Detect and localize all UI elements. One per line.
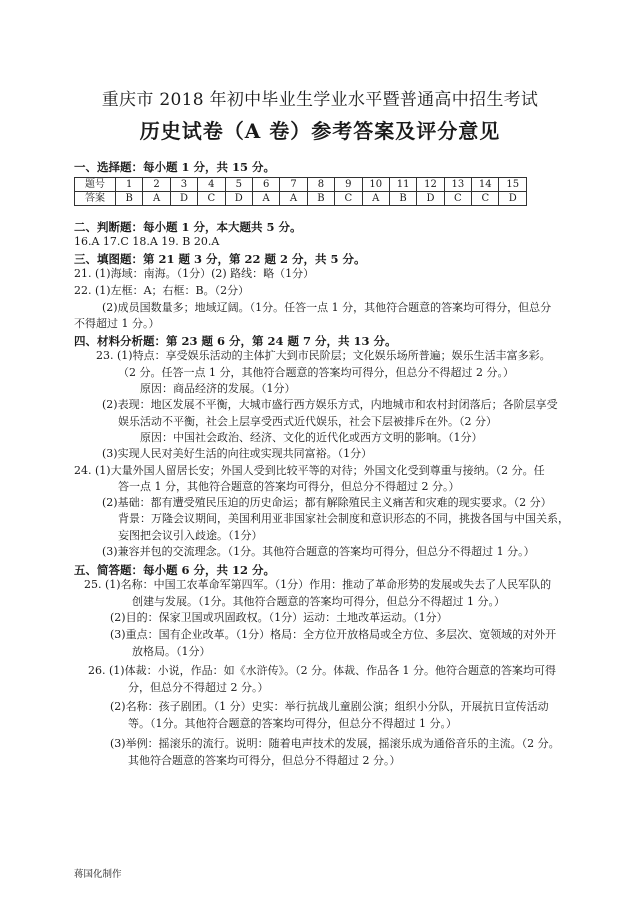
section-map-heading: 三、填图题：第 21 题 3 分，第 22 题 2 分，共 5 分。: [74, 252, 366, 266]
row-label-number: 题号: [75, 178, 116, 192]
table-cell: D: [170, 192, 197, 206]
answer-line: (2)表现：地区发展不平衡，大城市盛行西方娱乐方式，内地城市和农村封闭落后；各阶层享受: [102, 398, 558, 411]
table-cell: 8: [307, 178, 334, 192]
answer-line: 创建与发展。（1分。其他符合题意的答案均可得分，但总分不得超过 1 分。）: [132, 595, 505, 608]
answer-line: (3)兼容并包的交流理念。（1分。其他符合题意的答案均可得分，但总分不得超过 1 分。）: [102, 545, 535, 558]
table-cell: 6: [252, 178, 279, 192]
table-cell: 11: [389, 178, 416, 192]
answer-line: 妄图把会议引入歧途。（1分）: [118, 529, 263, 542]
table-cell: 1: [116, 178, 143, 192]
answer-line: 答一点 1 分，其他符合题意的答案均可得分，但总分不得超过 2 分。）: [118, 480, 460, 493]
table-cell: B: [116, 192, 143, 206]
table-row-answers: [75, 192, 527, 206]
table-cell: D: [499, 192, 527, 206]
answer-line: 放格局。（1分）: [132, 645, 211, 658]
table-cell: A: [362, 192, 389, 206]
table-cell: 3: [170, 178, 197, 192]
answer-line: 23. (1)特点：享受娱乐活动的主体扩大到市民阶层；文化娱乐场所普遍；娱乐生活丰富多彩。: [96, 349, 551, 362]
table-cell: C: [472, 192, 499, 206]
answer-line: 21. (1)海域：南海。（1分）(2) 路线：略（1分）: [74, 267, 315, 280]
answer-line: (3)实现人民对美好生活的向往或实现共同富裕。（1分）: [102, 447, 373, 460]
answer-line: 原因：中国社会政治、经济、文化的近代化或西方文明的影响。（1分）: [140, 431, 483, 444]
table-cell: 15: [499, 178, 527, 192]
answer-line: 不得超过 1 分。）: [74, 317, 160, 330]
table-cell: 5: [225, 178, 252, 192]
answer-line: (3)举例：摇滚乐的流行。说明：随着电声技术的发展，摇滚乐成为通俗音乐的主流。（2 分。: [110, 737, 560, 750]
answer-line: 等。（1分。其他符合题意的答案均可得分，但总分不得超过 1 分。）: [128, 717, 457, 730]
footer-credit: 蒋国化制作: [74, 869, 122, 880]
answer-line: 22. (1)左框：A；右框：B。（2分）: [74, 284, 250, 297]
section-choice-heading: 一、选择题：每小题 1 分，共 15 分。: [74, 160, 276, 174]
table-cell: C: [198, 192, 225, 206]
table-cell: 7: [280, 178, 307, 192]
section-material-heading: 四、材料分析题：第 23 题 6 分，第 24 题 7 分，共 13 分。: [74, 334, 397, 348]
answer-line: (2)名称：孩子剧团。（1 分）史实：举行抗战儿童剧公演；组织小分队，开展抗日宣传活动: [110, 700, 549, 713]
table-cell: C: [335, 192, 362, 206]
answer-line: 26. (1)体裁：小说，作品：如《水浒传》。（2 分。体裁、作品各 1 分。他符合题意的答案均可得: [88, 664, 557, 677]
table-row-numbers: [75, 178, 527, 192]
table-cell: D: [225, 192, 252, 206]
answer-line: (2)目的：保家卫国或巩固政权。（1分）运动：土地改革运动。（1分）: [110, 611, 448, 624]
answer-table: [74, 177, 527, 206]
table-cell: A: [280, 192, 307, 206]
answer-key-title: 历史试卷（A 卷）参考答案及评分意见: [139, 119, 501, 143]
answer-line: 原因：商品经济的发展。（1分）: [140, 382, 296, 395]
table-cell: A: [252, 192, 279, 206]
table-cell: 4: [198, 178, 225, 192]
answer-line: (2)成员国数量多；地域辽阔。（1分。任答一点 1 分，其他符合题意的答案均可得分，但总分: [102, 301, 552, 314]
answer-line: 其他符合题意的答案均可得分，但总分不得超过 2 分。）: [128, 754, 401, 767]
table-cell: 14: [472, 178, 499, 192]
section-short-answer-heading: 五、简答题：每小题 6 分，共 12 分。: [74, 563, 276, 577]
exam-title: 重庆市 2018 年初中毕业生学业水平暨普通高中招生考试: [101, 90, 539, 110]
table-cell: B: [307, 192, 334, 206]
table-cell: A: [143, 192, 170, 206]
row-label-answer: 答案: [75, 192, 116, 206]
table-cell: 9: [335, 178, 362, 192]
table-cell: 10: [362, 178, 389, 192]
table-cell: 12: [417, 178, 444, 192]
section-judge-heading: 二、判断题：每小题 1 分，本大题共 5 分。: [74, 220, 302, 234]
table-cell: 13: [444, 178, 471, 192]
answer-line: (3)重点：国有企业改革。（1分）格局：全方位开放格局或全方位、多层次、宽领域的对外开: [110, 628, 557, 641]
table-cell: D: [417, 192, 444, 206]
answer-line: 娱乐活动不平衡，社会上层享受西式近代娱乐，社会下层被排斥在外。（2 分）: [118, 415, 497, 428]
answer-line: (2)基础：都有遭受殖民压迫的历史命运；都有解除殖民主义痛苦和灾难的现实要求。（2 分）: [102, 496, 552, 509]
answer-line: 分，但总分不得超过 2 分。）: [128, 681, 269, 694]
answer-line: 25. (1)名称：中国工农革命军第四军。（1分）作用：推动了革命形势的发展或失去了人民军队的: [84, 578, 552, 591]
answer-line: （2 分。任答一点 1 分，其他符合题意的答案均可得分，但总分不得超过 2 分。）: [118, 366, 514, 379]
judge-answers: 16.A 17.C 18.A 19. B 20.A: [74, 235, 220, 248]
table-cell: B: [389, 192, 416, 206]
table-cell: C: [444, 192, 471, 206]
answer-line: 24. (1)大量外国人留居长安；外国人受到比较平等的对待；外国文化受到尊重与接纳。（2 分。任: [74, 464, 545, 477]
answer-line: 背景：万隆会议期间，美国利用亚非国家社会制度和意识形态的不同，挑拨各国与中国关系，: [118, 512, 569, 525]
table-cell: 2: [143, 178, 170, 192]
